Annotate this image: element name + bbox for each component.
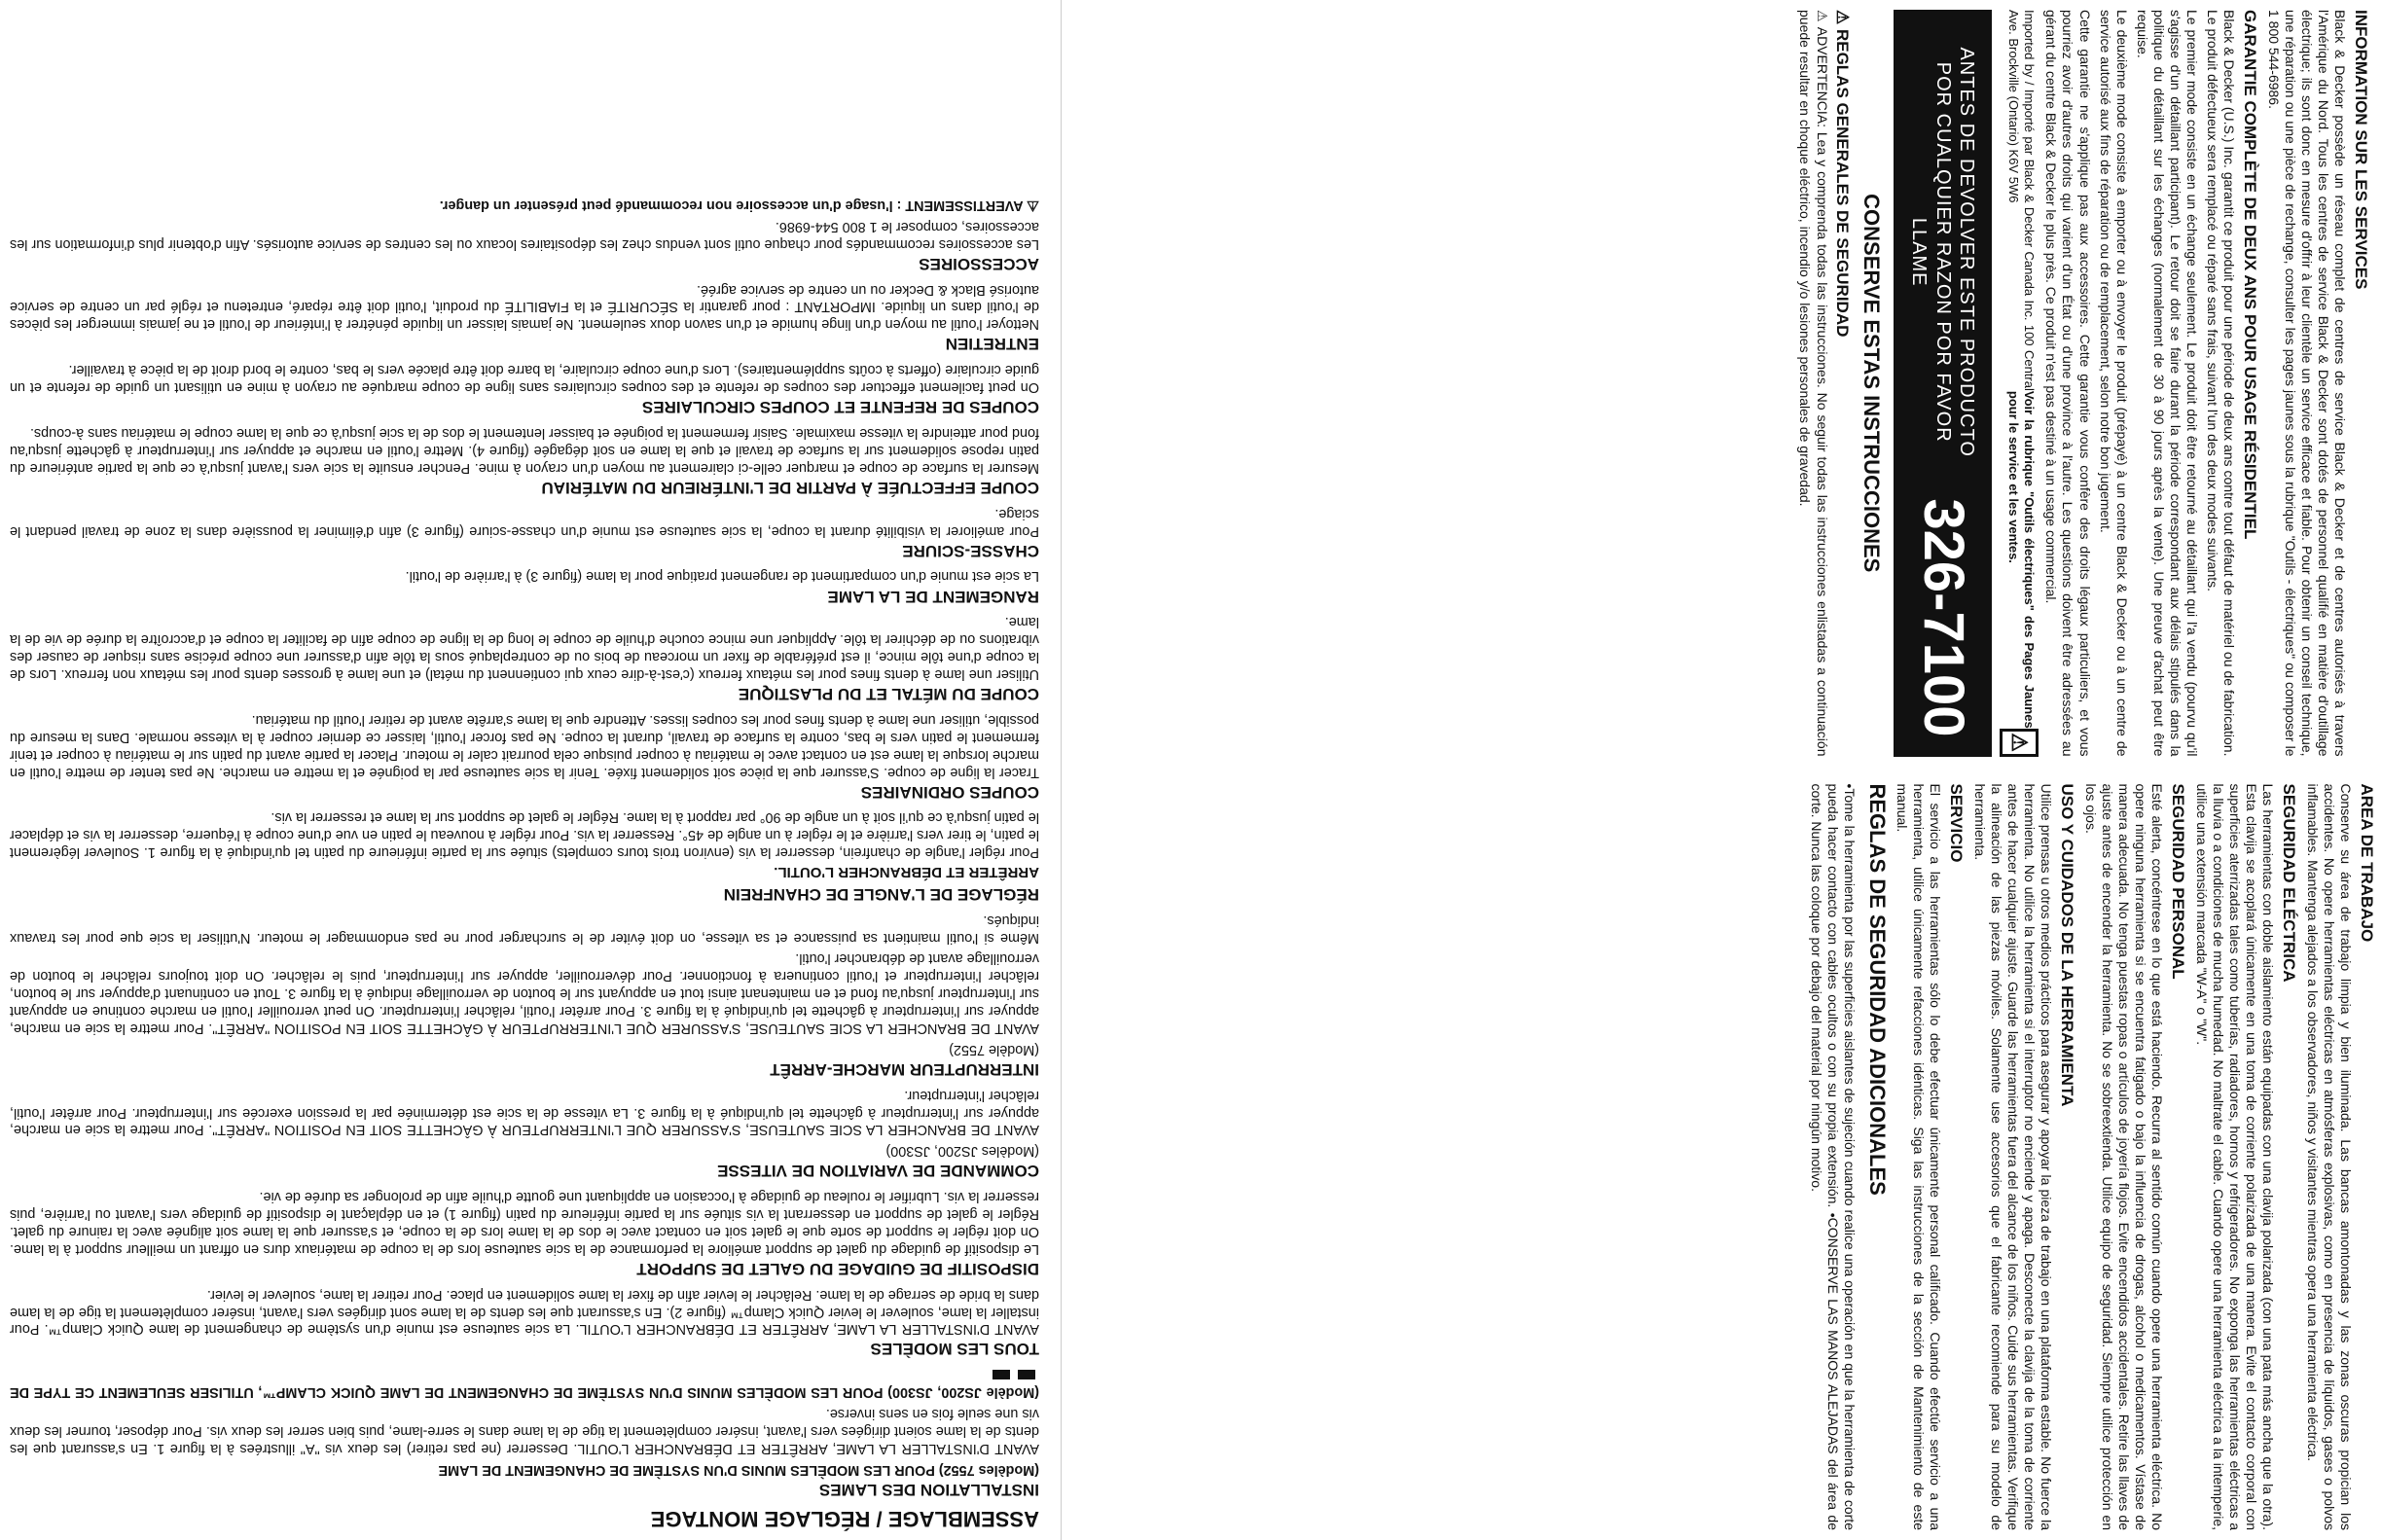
personal-p: Esté alerta, concéntrese en lo que está haciendo. Recurra al sentido común cuando opere una herramienta eléctrica. No opere ninguna herramienta si se encuentra fatigado o bajo la influencia de drogas, alcohol o medicamentos. Vístase de manera adecuada. No tenga puestas ropas o artículos de joyería flojos. Evite encendidos accidentales. Retire las llaves de ajuste antes de encender la herramienta. No se sobreextienda. Utilice equipo de seguridad. Siempre utilice protección en los ojos.: [2082, 783, 2166, 1530]
left-page: [0, 0, 1049, 1540]
service-p: Black & Decker possède un réseau complet de centres de service Black & Decker et de centres autorisés à travers l'Amérique du Nord. Tous les centres de service Black & Decker sont dotés de personnel qualifié en matière d'outillage électrique; ils sont donc en mesure d'offrir à leur clientèle un service efficace et fiable. Pour obtenir un conseil technique, une réparation ou une pièce de rechange, consulter les pages jaunes sous la rubrique "Outils - électriques" ou composer le 1 800 544-6986.: [2265, 10, 2349, 757]
bevel-heading: RÉGLAGE DE L'ANGLE DE CHANFREIN: [723, 884, 1039, 904]
rip-heading: COUPES DE REFENTE ET COUPES CIRCULAIRES: [641, 398, 1039, 417]
accessories-p: Les accessoires recommandés pour chaque outil sont vendus chez les dépositaires locaux ou les centres de service autorisés. Afin d'obtenir plus d'information sur les accessoires, composer le 1 800 544-6986.: [10, 218, 1039, 252]
warranty-p1: Black & Decker (U.S.) Inc. garantit ce produit pour une période de deux ans contre tout défaut de matériel ou de fabrication. Le produit défectueux sera remplacé ou réparé sans frais, suivant l'un des deux modes suivants.: [2205, 10, 2238, 757]
accessories-warning: ⚠ AVERTISSEMENT : l'usage d'un accessoire non recommandé peut présenter un danger.: [439, 197, 1039, 213]
warranty-heading: GARANTIE COMPLÈTE DE DEUX ANS POUR USAGE RÉSIDENTIEL: [2240, 10, 2259, 540]
assembly-title: ASSEMBLAGE / RÉGLAGE MONTAGE: [650, 1507, 1039, 1531]
all-models-p: AVANT D'INSTALLER LA LAME, ARRÊTER ET DÉBRANCHER L'OUTIL. La scie sauteuse est munie d'un système de changement de lame Quick Clamp™. Pour installer la lame, soulever le levier Quick Clamp™ (figure 2). En s'assurant que les dents de la lame sont dirigées vers l'avant, insérer complètement la tige de la lame dans la bride de serrage de la lame. Relâcher le levier afin de fixer la lame solidement en place. Pour retirer la lame, soulever le levier.: [10, 1286, 1039, 1338]
all-models-heading: TOUS LES MODÈLES: [870, 1340, 1039, 1359]
storage-heading: RANGEMENT DE LA LAME: [827, 587, 1039, 606]
area-p: Conserve su área de trabajo limpia y bien iluminada. Las bancas amontonadas y las zonas oscuras propician los accidentes. No opere herramientas eléctricas en atmósferas explosivas, como en presencia de líquidos, gases o polvos inflamables. Mantenga alejados a los observadores, niños y visitantes mientras opera una herramienta eléctrica.: [2305, 783, 2355, 1530]
guide-p: Le dispositif de guidage du galet de support améliore la performance de la scie sauteuse lors de la coupe de matériaux durs en offrant un meilleur support à la lame. On doit régler le support de sorte que le galet soit en contact avec le dos de la lame lors de la coupe, et s'assurer que la lame soit alignée avec la rainure du galet. Régler le galet de support en desserrant la vis située sur la partie inférieure du patin (figure 1) et en déplaçant le dispositif de guidage vers l'avant ou l'arrière, puis resserrer la vis. Lubrifier le rouleau de guidage à l'occasion en appliquant une goutte d'huile afin de prolonger sa durée de vie.: [10, 1189, 1039, 1257]
service-es-p: El servicio a las herramientas sólo lo debe efectuar únicamente personal calificado. Cuando efectúe servicio a una herramienta, utilice únicamente refacciones idénticas. Siga las instrucciones de la sección de Mantenimiento de este manual.: [1894, 783, 1943, 1530]
bevel-p: Pour régler l'angle de chanfrein, desserrer la vis (environ trois tours complets) située sur la partie inférieure du patin tel qu'indiqué à la figure 1. Soulever légèrement le patin, le tirer vers l'arrière et le régler à un angle de 45°. Resserrer la vis. Pour régler à nouveau le patin en vue d'une coupe à l'équerre, desserrer la vis et déplacer le patin jusqu'à ce qu'il soit à un angle de 90° par rapport à la lame. Régler le galet de support sur la lame et resserrer la vis.: [10, 809, 1039, 861]
left-page-rotated-content: [0, 0, 1049, 1540]
use-heading: USO Y CUIDADOS DE LA HERRAMIENTA: [2057, 783, 2076, 1107]
accessories-heading: ACCESSOIRES: [919, 254, 1039, 273]
electric-heading: SEGURIDAD ELÉCTRICA: [2280, 783, 2299, 983]
install-p2: (Modèle JS200, JS300) POUR LES MODÈLES MUNIS D'UN SYSTÈME DE CHANGEMENT DE LAME QUICK CLAMP™, UTILISER SEULEMENT CE TYPE DE: [10, 1384, 1039, 1401]
service-es-heading: SERVICIO: [1946, 783, 1966, 863]
bevel-sub: ARRÊTER ET DÉBRANCHER L'OUTIL.: [774, 863, 1039, 880]
additional-p: •Tome la herramienta por las superficies aislantes de sujeción cuando realice una operación en que la herramienta de corte pueda hacer contacto con cables ocultos o con su propia extensión. •CONSERVE LAS MANOS ALEJADAS del área de corte. Nunca las coloque por debajo del material por ningún motivo.: [1808, 783, 1858, 1530]
use-p: Utilice prensas u otros medios prácticos para asegurar y apoyar la pieza de trabajo en una plataforma estable. No fuerce la herramienta. No utilice la herramienta si el interruptor no enciende y apaga. Desconecte la clavija de la toma de corriente antes de hacer cualquier ajuste. Guarde las herramientas fuera del alcance de los niños. Cuide sus herramientas. Verifique la alineación de las piezas móviles. Solamente use accesorios que el fabricante recomiende para su modelo de herramienta.: [1971, 783, 2055, 1530]
metal-p: Utiliser une lame à dents fines pour les métaux ferreux (c'est-à-dire ceux qui contiennent du métal) et une lame à grosses dents pour les métaux non ferreux. Lors de la coupe d'une tôle mince, il est préférable de fixer un morceau de bois ou de contreplaqué sous la tôle afin d'assurer une coupe précise sans risquer de causer des vibrations ou de déchirer la tôle. Appliquer une mince couche d'huile de coupe le long de la ligne de coupe afin de faciliter la coupe et d'accroître la durée de vie de la lame.: [10, 614, 1039, 683]
cuts-p: Tracer la ligne de coupe. S'assurer que la pièce soit solidement fixée. Tenir la scie sauteuse par la poignée et la mettre en marche. Ne pas tenter de mettre l'outil en marche lorsque la lame est en contact avec le matériau à couper puisque cela pourrait caler le moteur. Placer la partie avant du patin sur le matériau à couper et tenir fermement le patin vers le bas, contre la surface de travail, durant la coupe. Ne pas forcer l'outil, laisser ce dernier couper à la vitesse normale. Dans la mesure du possible, utiliser une lame à dents fines pour les coupes lisses. Attendre que la lame s'arrête avant de retirer l'outil du matériau.: [10, 711, 1039, 780]
storage-p: La scie est munie d'un compartiment de rangement pratique pour la lame (figure 3) à l'arrière de l'outil.: [405, 568, 1039, 585]
imported-by: Imported by / Importé par Black & Decker Canada Inc. 100 Central Ave. Brockville (Ontario) K6V 5W6: [2006, 10, 2037, 391]
blade-icon-2: [992, 1370, 1010, 1379]
right-page-rotated-content: [1070, 0, 2382, 1540]
area-heading: AREA DE TRABAJO: [2358, 783, 2376, 943]
page-divider: [1061, 0, 1062, 1540]
personal-heading: SEGURIDAD PERSONAL: [2168, 783, 2187, 980]
warning-triangle-icon: ⚠: [2000, 729, 2039, 757]
maintenance-heading: ENTRETIEN: [945, 335, 1039, 354]
rules-heading: ⚠ REGLAS GENERALES DE SEGURIDAD: [1833, 10, 1853, 338]
chip-p: Pour améliorer la visibilité durant la coupe, la scie sauteuse est munie d'un chasse-sciure (figure 3) afin d'éliminer la poussière dans la zone de travail pendant le sciage.: [10, 505, 1039, 539]
banner-message: ANTES DE DEVOLVER ESTE PRODUCTO POR CUALQUIER RAZON POR FAVOR LLAME: [1908, 47, 1978, 457]
rules-warning: ⚠ ADVERTENCIA: Lea y comprenda todas las instrucciones. No seguir todas las instrucciones enlistadas a continuación puede resultar en choque eléctrico, incendio y/o lesiones personales de gravedad.: [1797, 10, 1830, 757]
maintenance-p: Nettoyer l'outil au moyen d'un linge humide et d'un savon doux seulement. Ne jamais laisser un liquide pénétrer à l'intérieur de l'outil et ne jamais immerger les pièces de l'outil dans un liquide. IMPORTANT : pour garantir la SÉCURITÉ et la FIABILITÉ du produit, l'outil doit être réparé, entretenu et réglé par un centre de service autorisé Black & Decker ou un centre de service agréé.: [10, 281, 1039, 333]
cuts-heading: COUPES ORDINAIRES: [860, 782, 1039, 802]
guide-heading: DISPOSITIF DE GUIDAGE DU GALET DE SUPPORT: [636, 1259, 1039, 1278]
switch-p2: Même si l'outil maintient sa puissance et sa vitesse, on doit éviter de le surcharger pour ne pas endommager le moteur. N'utiliser la scie que pour les travaux indiqués.: [10, 912, 1039, 946]
warranty-p3: Le deuxième mode consiste à emporter ou à envoyer le produit (prépayé) à un centre Black & Decker ou à un centre de service autorisé aux fins de réparation ou de remplacement, selon notre bon jugement.: [2097, 10, 2130, 757]
banner-phone: 326-7100: [1912, 498, 1976, 737]
right-page: [1070, 0, 2382, 1540]
install-subheading: (Modèles 7552) POUR LES MODÈLES MUNIS D'UN SYSTÈME DE CHANGEMENT DE LAME: [438, 1461, 1039, 1478]
additional-heading: REGLAS DE SEGURIDAD ADICIONALES: [1864, 783, 1890, 1196]
switch-p1: AVANT DE BRANCHER LA SCIE SAUTEUSE, S'ASSURER QUE L'INTERRUPTEUR À GÂCHETTE SOIT EN POSITION "ARRÊT". Pour mettre la scie en marche, appuyer sur l'interrupteur à gâchette tel qu'indiqué à la figure 3. Pour arrêter l'outil, relâcher l'interrupteur. On peut verrouiller l'outil en marche continue en appuyant sur l'interrupteur jusqu'au fond et en maintenant ainsi tout en appuyant sur le bouton de verrouillage indiqué à la figure 3. Tout en continuant d'appuyer sur le bouton, relâcher l'interrupteur et l'outil continuera à fonctionner. Pour déverrouiller, appuyer sur l'interrupteur, puis le relâcher. On doit toujours relâcher le bouton de verrouillage avant de débrancher l'outil.: [10, 950, 1039, 1036]
yellow-pages-note: Voir la rubrique "Outils électriques" des Pages Jaunes pour le service et les ventes.: [2006, 390, 2037, 729]
metal-heading: COUPE DU MÉTAL ET DU PLASTIQUE: [738, 685, 1039, 704]
variable-speed-heading: COMMANDE DE VARIATION DE VITESSE: [717, 1162, 1039, 1181]
warranty-p4: Cette garantie ne s'applique pas aux accessoires. Cette garantie vous confère des droits légaux particuliers, et vous pourriez avoir d'autres droits qui varient d'un État ou d'une province à l'autre. Les questions doivent être adressées au gérant du centre Black & Decker le plus près. Ce produit n'est pas destiné à un usage commercial.: [2043, 10, 2093, 757]
blade-icon: [1018, 1370, 1035, 1379]
install-heading: INSTALLATION DES LAMES: [818, 1480, 1039, 1499]
switch-models: (Modèle 7552): [949, 1041, 1039, 1057]
variable-p: AVANT DE BRANCHER LA SCIE SAUTEUSE, S'ASSURER QUE L'INTERRUPTEUR À GÂCHETTE SOIT EN POSITION "ARRÊT". Pour mettre la scie en marche, appuyer sur l'interrupteur à gâchette tel qu'indiqué à la figure 3. La vitesse de la scie est déterminée par la pression exercée sur l'interrupteur. Pour arrêter l'outil, relâcher l'interrupteur.: [10, 1087, 1039, 1138]
chip-heading: CHASSE-SCIURE: [902, 541, 1039, 560]
return-banner: [1894, 10, 1992, 757]
warranty-p2: Le premier mode consiste en un échange seulement. Le produit doit être retourné au détaillant qui l'a vendu (pourvu qu'il s'agisse d'un détaillant participant). Le retour doit se faire durant la période correspondant aux délais stipulés dans la politique du détaillant sur les échanges (normalement de 30 à 90 jours après la vente). Une preuve d'achat peut être requise.: [2134, 10, 2200, 757]
variable-models: (Modèles JS200, JS300): [885, 1143, 1039, 1160]
electric-p: Las herramientas con doble aislamiento están equipadas con una clavija polarizada (con una pata más ancha que la otra). Esta clavija se acoplará únicamente en una toma de corriente polarizada de una manera. Evite el contacto corporal con superficies aterrizadas tales como tuberías, radiadores, hornos y refrigeradores. No exponga las herramientas eléctricas a la lluvia o a condiciones de mucha humedad. No maltrate el cable. Cuando opere una herramienta eléctrica a la intemperie, utilice una extensión marcada "W-A" o "W".: [2193, 783, 2277, 1530]
rip-p: On peut facilement effectuer des coupes de refente et des coupes circulaires sans ligne de coupe marquée au crayon à mine en utilisant un guide de refente et un guide circulaire (offerts à coûts supplémentaires). Lors d'une coupe circulaire, la barre doit être placée vers le bas, contre le bord droit de la pièce à travailler.: [10, 362, 1039, 396]
pocket-p: Mesurer la surface de coupe et marquer celle-ci clairement au moyen d'un crayon à mine. Pencher ensuite la scie vers l'avant jusqu'à ce que la partie antérieure du patin repose solidement sur la surface de travail et que la lame en soit dégagée (figure 4). Mettre l'outil en marche et appuyer sur l'interrupteur à gâchette jusqu'au fond pour atteindre la vitesse maximale. Saisir fermement la poignée et baisser lentement le dos de la scie jusqu'à ce que la lame coupe le matériau sans à-coups.: [10, 425, 1039, 476]
pocket-heading: COUPE EFFECTUÉE À PARTIR DE L'INTÉRIEUR DU MATÉRIAU: [541, 478, 1039, 497]
service-heading: INFORMATION SUR LES SERVICES: [2352, 10, 2370, 290]
conserve-title: CONSERVE ESTAS INSTRUCCIONES: [1859, 194, 1885, 573]
install-p1: AVANT D'INSTALLER LA LAME, ARRÊTER ET DÉBRANCHER L'OUTIL. Desserrer (ne pas retirer) les deux vis "A" illustrées à la figure 1. En s'assurant que les dents de la lame soient dirigées vers l'avant, insérer complètement la tige de la lame dans le serre-lame, puis bien serrer les deux vis. Pour déposer, tourner les deux vis une seule fois en sens inverse.: [10, 1406, 1039, 1456]
switch-heading: INTERRUPTEUR MARCHE-ARRÊT: [770, 1059, 1039, 1079]
